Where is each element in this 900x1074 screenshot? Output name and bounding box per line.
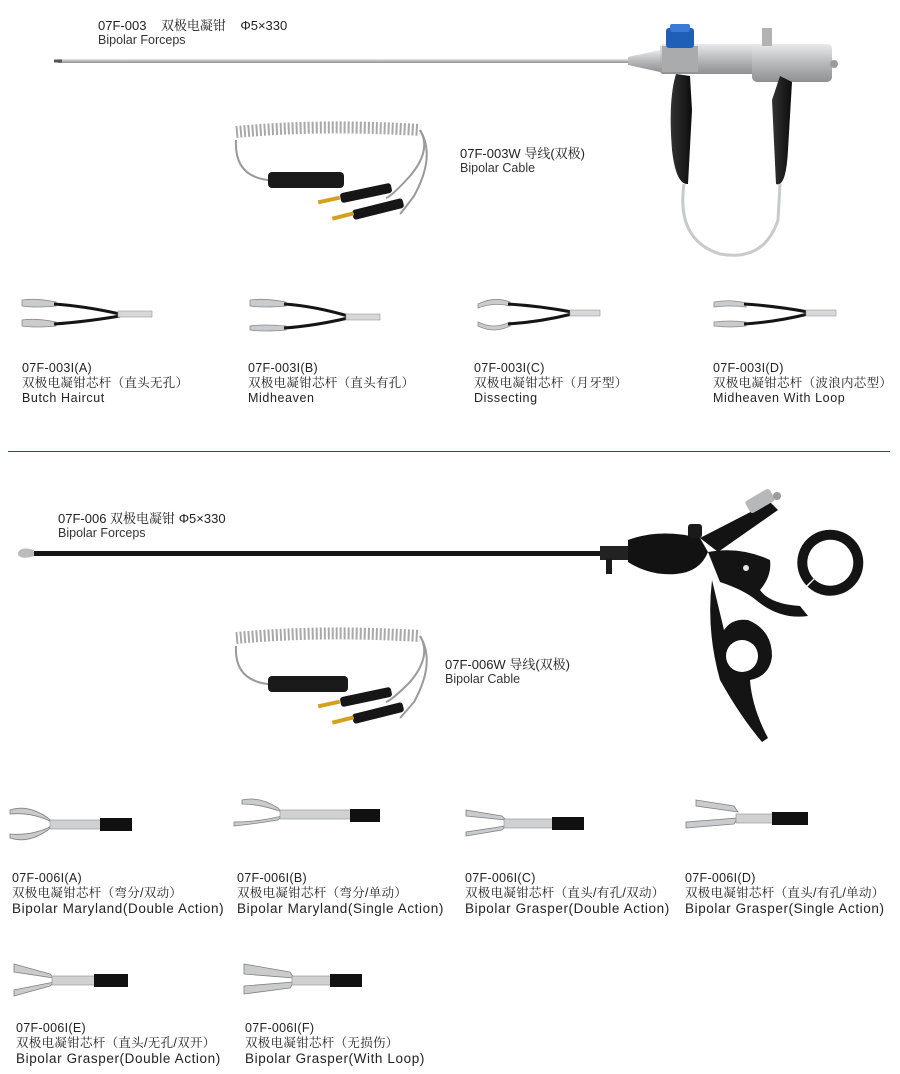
cable-name-cn-2: 导线(双极) (509, 657, 570, 672)
insert-name-en: Butch Haircut (22, 391, 105, 405)
cable-code-2: 07F-006W (445, 657, 506, 672)
insert-name-en: Bipolar Maryland(Double Action) (12, 901, 225, 916)
cable-name-en-1: Bipolar Cable (460, 161, 536, 175)
insert-image-003A (20, 296, 160, 336)
insert-name-cn: 双极电凝钳芯杆（波浪内芯型） (713, 376, 893, 390)
cable-name-en-2: Bipolar Cable (445, 672, 521, 686)
insert-caption-006D (685, 871, 885, 916)
insert-name-en: Bipolar Maryland(Single Action) (237, 901, 444, 916)
insert-code: 07F-006I(D) (685, 871, 756, 885)
forceps-spec-2: Φ5×330 (178, 511, 226, 526)
insert-code: 07F-006I(A) (12, 871, 82, 885)
insert-caption-006B (237, 871, 444, 916)
forceps-code-1: 07F-003 (98, 18, 147, 33)
forceps-code-2: 07F-006 (58, 511, 107, 526)
cable-name-cn-1: 导线(双极) (524, 146, 585, 161)
insert-image-006B (232, 796, 362, 836)
insert-name-cn: 双极电凝钳芯杆（弯分/双动） (12, 886, 183, 900)
cable-image-1 (0, 0, 900, 270)
insert-image-003B (248, 296, 388, 336)
insert-caption-003C (474, 361, 628, 406)
forceps-name-cn-1: 双极电凝钳 (160, 18, 226, 33)
cable-title-2 (445, 657, 570, 672)
insert-caption-003A (22, 361, 188, 406)
insert-name-cn: 双极电凝钳芯杆（月牙型） (474, 376, 628, 390)
insert-name-en: Midheaven With Loop (713, 391, 846, 405)
insert-image-006D (684, 798, 814, 838)
insert-image-003C (476, 296, 616, 336)
insert-image-006E (10, 958, 140, 1002)
insert-code: 07F-006I(F) (245, 1021, 315, 1035)
insert-name-en: Bipolar Grasper(Double Action) (16, 1051, 221, 1066)
insert-code: 07F-003I(D) (713, 361, 784, 375)
insert-image-006F (240, 958, 370, 1002)
insert-code: 07F-003I(B) (248, 361, 318, 375)
insert-name-cn: 双极电凝钳芯杆（直头有孔） (248, 376, 415, 390)
insert-image-006A (8, 806, 138, 846)
insert-name-cn: 双极电凝钳芯杆（弯分/单动） (237, 886, 408, 900)
insert-name-cn: 双极电凝钳芯杆（无损伤） (245, 1036, 399, 1050)
insert-caption-006F (245, 1021, 425, 1066)
forceps-spec-1: Φ5×330 (240, 18, 288, 33)
insert-code: 07F-006I(B) (237, 871, 307, 885)
insert-image-003D (712, 296, 852, 336)
insert-image-006C (464, 806, 594, 846)
insert-name-cn: 双极电凝钳芯杆（直头/有孔/双动） (465, 886, 665, 900)
insert-code: 07F-006I(E) (16, 1021, 86, 1035)
insert-code: 07F-003I(C) (474, 361, 545, 375)
cable-code-1: 07F-003W (460, 146, 521, 161)
insert-caption-003B (248, 361, 414, 406)
insert-name-en: Bipolar Grasper(Single Action) (685, 901, 885, 916)
insert-name-en: Bipolar Grasper(Double Action) (465, 901, 670, 916)
insert-caption-006A (12, 871, 224, 916)
forceps-name-en-2: Bipolar Forceps (58, 526, 146, 540)
insert-caption-006C (465, 871, 670, 916)
insert-caption-006E (16, 1021, 221, 1066)
insert-caption-003D (713, 361, 892, 406)
insert-name-en: Bipolar Grasper(With Loop) (245, 1051, 425, 1066)
section-divider (8, 451, 890, 452)
cable-title-1 (460, 146, 585, 161)
forceps-name-cn-2: 双极电凝钳 (110, 511, 176, 526)
insert-name-cn: 双极电凝钳芯杆（直头/无孔/双开） (16, 1036, 216, 1050)
forceps-name-en-1: Bipolar Forceps (98, 33, 186, 47)
insert-name-cn: 双极电凝钳芯杆（直头/有孔/单动） (685, 886, 885, 900)
insert-name-cn: 双极电凝钳芯杆（直头无孔） (22, 376, 189, 390)
insert-name-en: Dissecting (474, 391, 538, 405)
insert-code: 07F-006I(C) (465, 871, 536, 885)
insert-name-en: Midheaven (248, 391, 315, 405)
insert-code: 07F-003I(A) (22, 361, 92, 375)
